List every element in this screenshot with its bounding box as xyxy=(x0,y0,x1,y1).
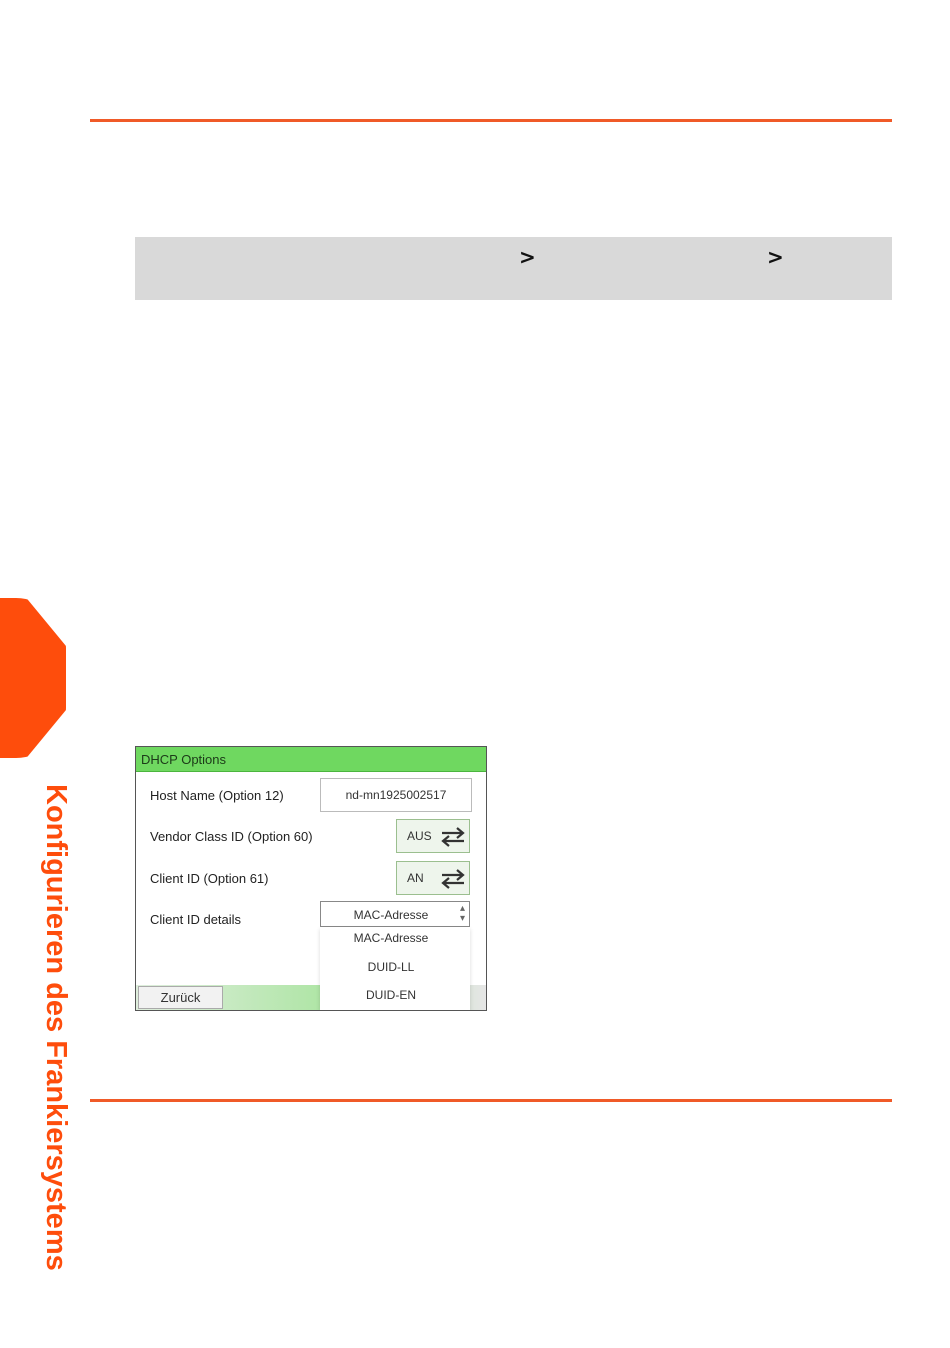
dropdown-option[interactable]: MAC-Adresse xyxy=(353,931,429,945)
host-name-label: Host Name (Option 12) xyxy=(150,788,284,803)
top-rule xyxy=(90,119,892,122)
client-id-details-label: Client ID details xyxy=(150,912,242,927)
back-button[interactable]: Zurück xyxy=(138,986,223,1009)
client-id-label: Client ID (Option 61) xyxy=(150,871,269,886)
swap-arrows-icon xyxy=(439,826,467,848)
screen-header xyxy=(136,747,486,772)
dhcp-options-screen xyxy=(135,746,487,1011)
chevron-updown-icon: ▴ ▾ xyxy=(459,903,465,924)
dropdown-option[interactable]: DUID-LL xyxy=(367,960,415,974)
breadcrumb-separator: > xyxy=(519,245,536,269)
chapter-tab xyxy=(0,598,66,758)
dropdown-option[interactable]: DUID-EN xyxy=(366,988,416,1002)
vendor-class-toggle[interactable] xyxy=(396,819,470,853)
vendor-class-state: AUS xyxy=(407,829,432,843)
vendor-class-label: Vendor Class ID (Option 60) xyxy=(150,829,313,844)
screen-title: DHCP Options xyxy=(141,752,227,767)
client-id-toggle[interactable] xyxy=(396,861,470,895)
swap-arrows-icon xyxy=(439,868,467,890)
client-id-details-select[interactable] xyxy=(320,901,470,927)
dropdown-list xyxy=(320,927,470,1010)
select-value: MAC-Adresse xyxy=(353,908,429,922)
breadcrumb-separator: > xyxy=(767,245,784,269)
chapter-title: Konfigurieren des Frankiersystems xyxy=(40,784,72,1271)
client-id-state: AN xyxy=(407,871,424,885)
host-name-field[interactable]: nd-mn1925002517 xyxy=(320,778,472,812)
bottom-rule xyxy=(90,1099,892,1102)
